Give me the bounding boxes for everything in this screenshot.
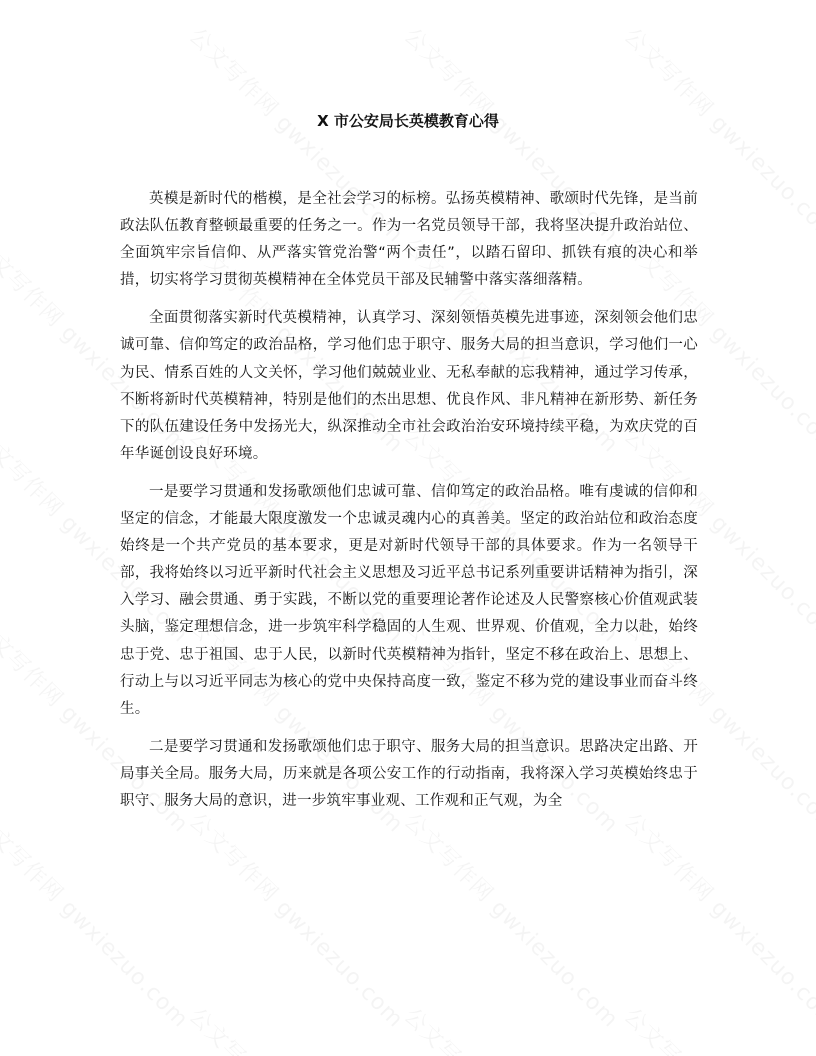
document-title: X 市公安局长英模教育心得	[317, 112, 499, 131]
watermark-text	[398, 1000, 627, 1056]
watermark-text	[0, 805, 197, 1034]
watermark-text	[398, 805, 627, 1034]
body-paragraph: 英模是新时代的楷模，是全社会学习的标榜。弘扬英模精神、歌颂时代先锋，是当前政法队伍教育整顿最重要的任务之一。作为一名党员领导干部，我将坚决提升政治站位、全面筑牢宗旨信仰、从严落实管党治警“两个责任”，以踏石留印、抓铁有痕的决心和举措，切实将学习贯彻英模精神在全体党员干部及民辅警中落实落细落精。	[120, 191, 698, 289]
body-paragraph: 二是要学习贯通和发扬歌颂他们忠于职守、服务大局的担当意识。思路决定出路、开局事关全局。服务大局，历来就是各项公安工作的行动指南，我将深入学习英模始终忠于职守、服务大局的意识，进一步筑牢事业观、工作观和正气观，为全	[120, 738, 698, 809]
body-paragraph: 全面贯彻落实新时代英模精神，认真学习、深刻领悟英模先进事迹，深刻领会他们忠诚可靠、信仰笃定的政治品格，学习他们忠于职守、服务大局的担当意识，学习他们一心为民、情系百姓的人文关怀，学习他们兢兢业业、无私奉献的忘我精神，通过学习传承，不断将新时代英模精神，特别是他们的杰出思想、优良作风、非凡精神在新形势、新任务下的队伍建设任务中发扬光大，纵深推动全市社会政治治安环境持续平稳，为欢庆党的百年华诞创设良好环境。	[120, 310, 698, 462]
body-paragraph: 一是要学习贯通和发扬歌颂他们忠诚可靠、信仰笃定的政治品格。唯有虔诚的信仰和坚定的信念，才能最大限度激发一个忠诚灵魂内心的真善美。坚定的政治站位和政治态度始终是一个共产党员的基本要求，更是对新时代领导干部的具体要求。作为一名领导干部，我将始终以习近平新时代社会主义思想及习近平总书记系列重要讲话精神为指引，深入学习、融会贯通、勇于实践，不断以党的重要理论著作论述及人民警察核心价值观武装头脑，鉴定理想信念，进一步筑牢科学稳固的人生观、世界观、价值观，全力以赴，始终忠于党、忠于祖国、忠于人民，以新时代英模精神为指针，坚定不移在政治上、思想上、行动上与以习近平同志为核心的党中央保持高度一致，鉴定不移为党的建设事业而奋斗终生。	[120, 483, 698, 717]
watermark-text	[183, 1000, 412, 1056]
watermark-text	[618, 805, 816, 1034]
watermark-text	[618, 1000, 816, 1056]
document-body	[120, 186, 698, 826]
watermark-text	[183, 805, 412, 1034]
